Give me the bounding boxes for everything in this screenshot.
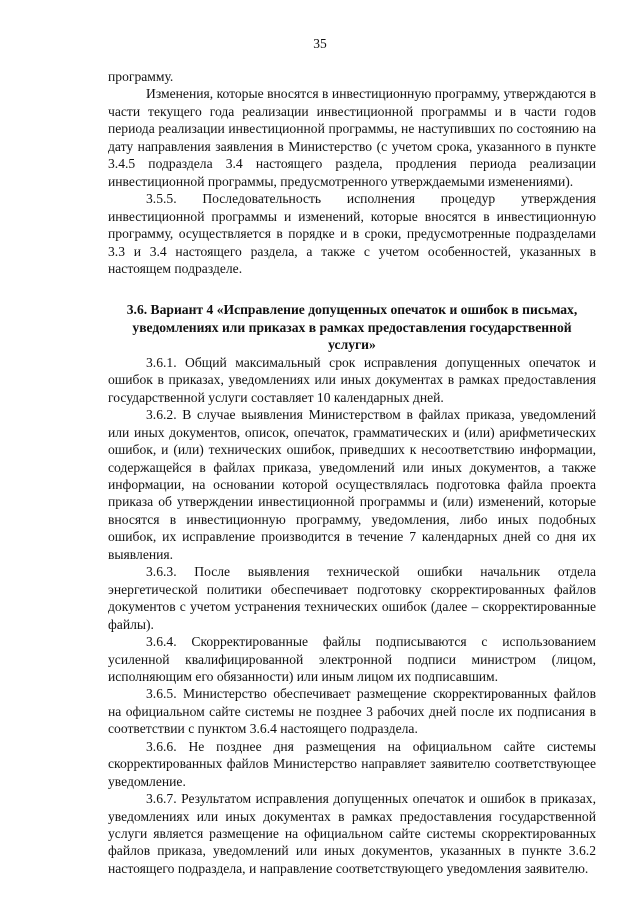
paragraph-3-6-5: 3.6.5. Министерство обеспечивает размещение скорректированных файлов на официальном сайте системы не позднее 3 рабочих дней после их подписания в соответствии с пунктом 3.6.4 настоящего подраздела. bbox=[108, 686, 596, 737]
paragraph-3-6-7: 3.6.7. Результатом исправления допущенных опечаток и ошибок в приказах, уведомлениях или иных документах в рамках предоставления государственной услуги является размещение на официальном сайте системы скорректированных файлов приказа, уведомлений или иных документов, указанных в пункте 3.6.2 настоящего подраздела, и направление соответствующего уведомления заявителю. bbox=[108, 791, 596, 876]
paragraph-3-6-3: 3.6.3. После выявления технической ошибки начальник отдела энергетической политики обеспечивает подготовку скорректированных файлов документов с учетом устранения технических ошибок (далее – скорректированные файлы). bbox=[108, 564, 596, 632]
paragraph-3-6-2: 3.6.2. В случае выявления Министерством в файлах приказа, уведомлений или иных документов, описок, опечаток, грамматических и (или) арифметических ошибок, и (или) технических ошибок, приведших к несоответствию информации, содержащейся в файлах приказа, уведомлений или иных документов, а также информации, на основании которой осуществлялась подготовка файла проекта приказа об утверждении инвестиционной программы и (или) изменений, которые вносятся в инвестиционную программу, уведомления, либо иных подобных ошибок, их исправление производится в течение 7 календарных дней со дня их выявления. bbox=[108, 407, 596, 562]
paragraph-3-6-1: 3.6.1. Общий максимальный срок исправления допущенных опечаток и ошибок в приказах, уведомлениях или иных документах в рамках предоставления государственной услуги составляет 10 календарных дней. bbox=[108, 354, 596, 405]
paragraph-changes-approval: Изменения, которые вносятся в инвестиционную программу, утверждаются в части текущего года реализации инвестиционной программы и в части годов периода реализации инвестиционной программы, не наступивших по состоянию на дату направления заявления в Министерство (с учетом срока, указанного в пункте 3.4.5 подраздела 3.4 настоящего раздела, продления периода реализации инвестиционной программы, предусмотренного утверждаемыми изменениями). bbox=[108, 86, 596, 189]
paragraph-3-6-6: 3.6.6. Не позднее дня размещения на официальном сайте системы скорректированных файлов Министерство направляет заявителю соответствующее уведомление. bbox=[108, 738, 596, 789]
document-body bbox=[108, 68, 596, 877]
page-number: 35 bbox=[313, 36, 327, 51]
paragraph-3-5-5: 3.5.5. Последовательность исполнения процедур утверждения инвестиционной программы и изменений, которые вносятся в инвестиционную программу, осуществляется в порядке и в сроки, предусмотренные подразделами 3.3 и 3.4 настоящего раздела, а также с учетом особенностей, указанных в настоящем подразделе. bbox=[108, 191, 596, 276]
section-title-3-6: 3.6. Вариант 4 «Исправление допущенных опечаток и ошибок в письмах, уведомлениях или приказах в рамках предоставления государственной услуги» bbox=[126, 302, 578, 353]
paragraph-3-6-4: 3.6.4. Скорректированные файлы подписываются с использованием усиленной квалифицированной электронной подписи министром (лицом, исполняющим его обязанности) или иным лицом их подписавшим. bbox=[108, 634, 596, 684]
paragraph-continuation: программу. bbox=[108, 69, 174, 84]
